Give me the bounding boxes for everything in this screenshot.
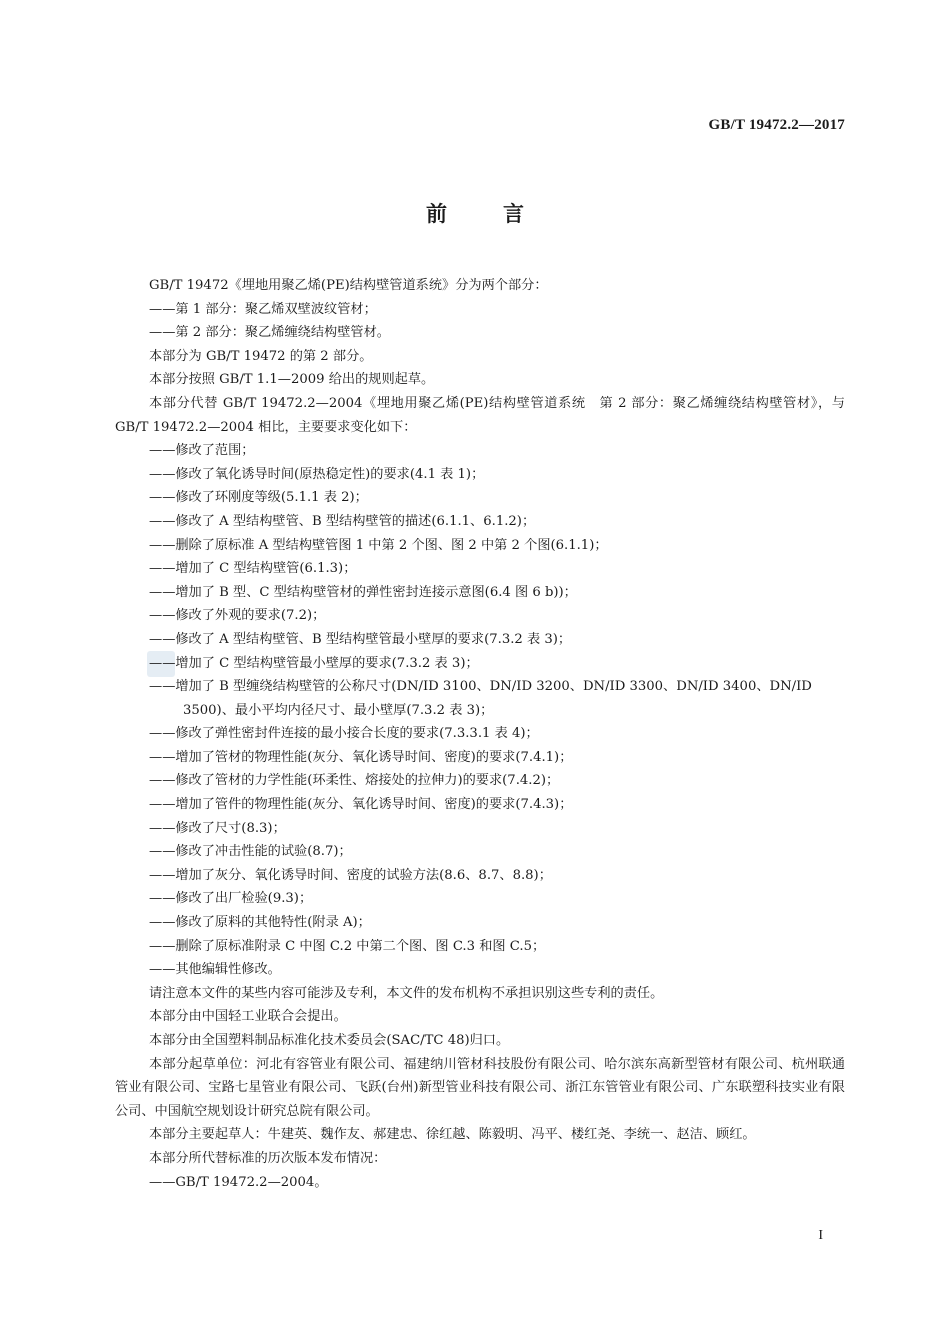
change-item: ——修改了 A 型结构壁管、B 型结构壁管最小壁厚的要求(7.3.2 表 3)； xyxy=(149,631,572,647)
change-item: ——删除了原标准 A 型结构壁管图 1 中第 2 个图、图 2 中第 2 个图(6.1.1)； xyxy=(149,537,608,553)
previous-edition: ——GB/T 19472.2—2004。 xyxy=(149,1174,328,1190)
change-item: ——增加了管材的物理性能(灰分、氧化诱导时间、密度)的要求(7.4.1)； xyxy=(149,749,573,765)
paragraph: 本部分主要起草人：牛建英、魏作友、郝建忠、徐红越、陈毅明、冯平、楼红尧、李统一、赵洁、顾红。 xyxy=(149,1127,756,1143)
paragraph: 本部分按照 GB/T 1.1—2009 给出的规则起草。 xyxy=(149,372,435,388)
change-item: ——修改了 A 型结构壁管、B 型结构壁管的描述(6.1.1、6.1.2)； xyxy=(149,513,536,529)
change-item: ——修改了弹性密封件连接的最小接合长度的要求(7.3.3.1 表 4)； xyxy=(149,726,539,742)
page-title: 前言 xyxy=(426,202,580,226)
change-item: ——增加了 C 型结构壁管最小壁厚的要求(7.3.2 表 3)； xyxy=(149,655,479,671)
change-item: ——修改了氧化诱导时间(原热稳定性)的要求(4.1 表 1)； xyxy=(149,466,485,482)
paragraph: 请注意本文件的某些内容可能涉及专利，本文件的发布机构不承担识别这些专利的责任。 xyxy=(149,985,664,1001)
paragraph: 本部分所代替标准的历次版本发布情况： xyxy=(149,1150,387,1166)
change-item: ——增加了 B 型缠绕结构壁管的公称尺寸(DN/ID 3100、DN/ID 3200、DN/ID 3300、DN/ID 3400、DN/ID 3500)、最小平均内径尺寸、最小壁厚(7.3.2 表 3)； xyxy=(149,679,812,718)
paragraph: 本部分起草单位：河北有容管业有限公司、福建纳川管材科技股份有限公司、哈尔滨东高新型管材有限公司、杭州联通管业有限公司、宝路七星管业有限公司、飞跃(台州)新型管业科技有限公司、浙江东管管业有限公司、广东联塑科技实业有限公司、中国航空规划设计研究总院有限公司。 xyxy=(115,1056,845,1119)
paragraph: GB/T 19472《埋地用聚乙烯(PE)结构壁管道系统》分为两个部分： xyxy=(149,278,548,293)
paragraph: 本部分代替 GB/T 19472.2—2004《埋地用聚乙烯(PE)结构壁管道系统 第 2 部分：聚乙烯缠绕结构壁管材》，与 GB/T 19472.2—2004 相比，主要要求变化如下： xyxy=(115,395,845,435)
change-item: ——修改了尺寸(8.3)； xyxy=(149,820,286,836)
change-item: ——修改了范围； xyxy=(149,443,255,459)
change-item: ——修改了冲击性能的试验(8.7)； xyxy=(149,844,352,860)
change-item: ——修改了外观的要求(7.2)； xyxy=(149,608,326,624)
change-item: ——增加了灰分、氧化诱导时间、密度的试验方法(8.6、8.7、8.8)； xyxy=(149,867,552,883)
document-body xyxy=(115,274,845,1194)
change-item: ——修改了管材的力学性能(环柔性、熔接处的拉伸力)的要求(7.4.2)； xyxy=(149,773,560,789)
change-item: ——删除了原标准附录 C 中图 C.2 中第二个图、图 C.3 和图 C.5； xyxy=(149,938,546,954)
change-item: ——修改了环刚度等级(5.1.1 表 2)； xyxy=(149,490,368,506)
change-item: ——其他编辑性修改。 xyxy=(149,962,281,978)
change-item: ——增加了 B 型、C 型结构壁管材的弹性密封连接示意图(6.4 图 6 b))； xyxy=(149,584,577,600)
paragraph: 本部分由全国塑料制品标准化技术委员会(SAC/TC 48)归口。 xyxy=(149,1033,510,1048)
paragraph: 本部分为 GB/T 19472 的第 2 部分。 xyxy=(149,348,373,364)
change-item: ——修改了出厂检验(9.3)； xyxy=(149,891,313,907)
change-item: ——增加了 C 型结构壁管(6.1.3)； xyxy=(149,561,357,577)
page-number: I xyxy=(818,1228,823,1243)
paragraph: ——第 2 部分：聚乙烯缠绕结构壁管材。 xyxy=(149,325,390,341)
paragraph: ——第 1 部分：聚乙烯双壁波纹管材； xyxy=(149,301,377,317)
change-item: ——增加了管件的物理性能(灰分、氧化诱导时间、密度)的要求(7.4.3)； xyxy=(149,797,573,813)
change-item: ——修改了原料的其他特性(附录 A)； xyxy=(149,915,371,931)
standard-number: GB/T 19472.2—2017 xyxy=(708,117,845,133)
paragraph: 本部分由中国轻工业联合会提出。 xyxy=(149,1009,347,1025)
